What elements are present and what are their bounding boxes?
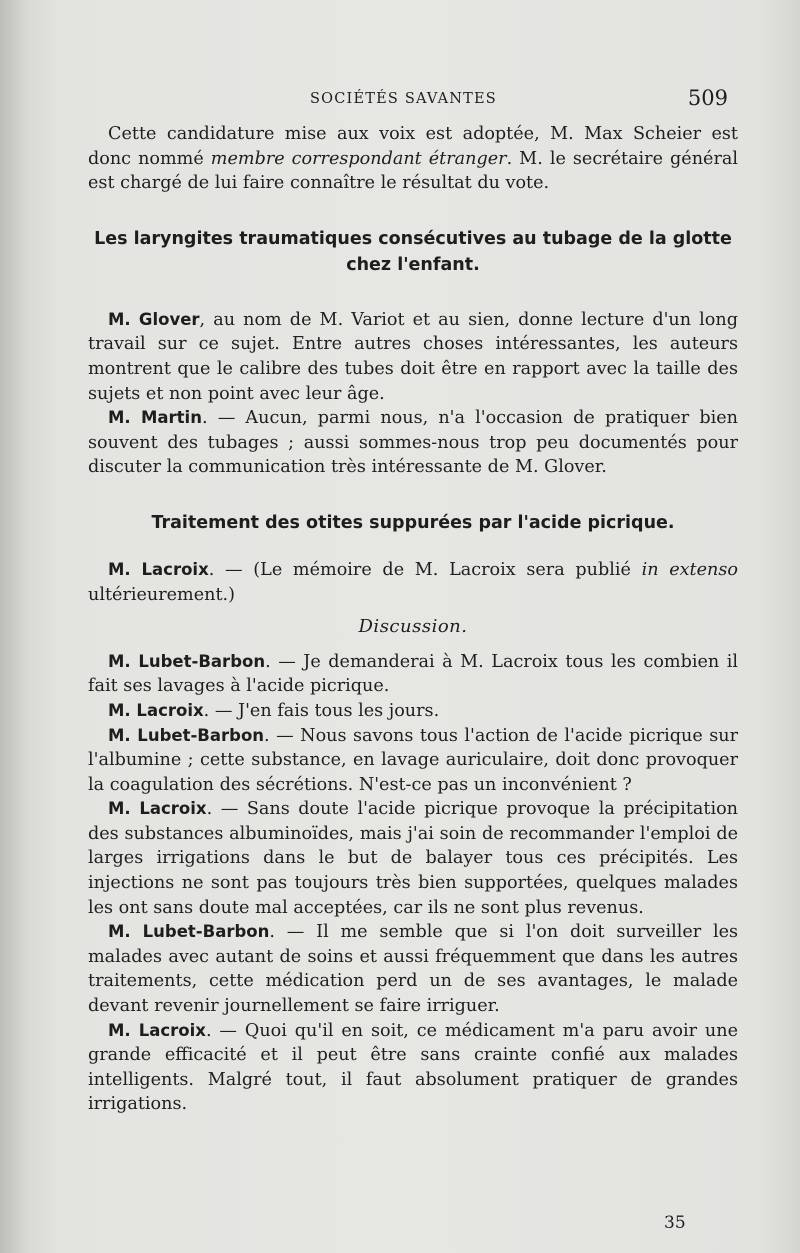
paragraph-lacroix-2 [88,797,738,920]
paragraph-text: . — Nous savons tous l'action de l'acide picrique sur l'albumine ; cette substance, en lavage auriculaire, doit donc provoquer la coagulation des sécrétions. N'est-ce pas un inconvénient ? [88,725,738,795]
paragraph-text: . — Quoi qu'il en soit, ce médicament m'a paru avoir une grande efficacité et il peut être sans crainte confié aux malades intelligents. Malgré tout, il faut absolument pratiquer de grandes irrigations. [88,1020,738,1115]
speaker-name: M. Glover [108,309,200,329]
paragraph-lacroix-3 [88,1019,738,1117]
spacer [88,278,738,308]
speaker-name: M. Lubet-Barbon [108,725,265,745]
page-number: 509 [687,86,728,110]
paragraph-lacroix-memoire [88,558,738,607]
speaker-name: M. Lacroix [108,1020,206,1040]
paragraph-lubet-3 [88,920,738,1018]
section-heading-laryngites: Les laryngites traumatiques consécutives au tubage de la glotte chez l'enfant. [94,228,732,275]
spacer [88,196,738,226]
paragraph-text: , au nom de M. Variot et au sien, donne lecture d'un long travail sur ce sujet. Entre autres choses intéressantes, les auteurs montrent que le calibre des tubes doit être en rapport avec la taille des sujets et non point avec leur âge. [88,309,738,404]
paragraph-text: Cette candidature mise aux voix est adoptée, M. Max Scheier est donc nommé [88,124,738,169]
signature-mark: 35 [664,1213,686,1233]
italic-text: in extenso [641,559,738,580]
paragraph-text: . — Aucun, parmi nous, n'a l'occasion de pratiquer bien souvent des tubages ; aussi sommes-nous trop peu documentés pour discuter la communication très intéressante de M. Glover. [88,408,738,478]
italic-text: membre correspondant étranger [210,148,507,169]
paragraph-text: . M. le secrétaire général est chargé de lui faire connaître le résultat du vote. [88,148,738,194]
paragraph-text: . — Sans doute l'acide picrique provoque la précipitation des substances albuminoïdes, mais j'ai soin de recommander l'emploi de larges irrigations dans le but de balayer tous ces précipités. Les injections ne sont pas toujours très bien supportées, quelques malades les ont sans doute mal acceptées, car ils ne sont plus revenus. [88,799,738,918]
speaker-name: M. Lubet-Barbon [108,651,266,671]
speaker-name: M. Lacroix [108,559,209,579]
paragraph-text: . — (Le mémoire de M. Lacroix sera publié [208,559,642,580]
paragraph-text: . — Je demanderai à M. Lacroix tous les combien il fait ses lavages à l'acide picrique. [88,651,738,697]
spacer [88,480,738,510]
paragraph-text: . — Il me semble que si l'on doit surveiller les malades avec autant de soins et aussi fréquemment que dans les autres traitements, cette médication perd un de ses avantages, le malade devant revenir journellement se faire irriguer. [88,922,739,1017]
paragraph-martin [88,406,738,480]
paragraph-glover [88,308,738,406]
spacer [88,536,738,558]
discussion-heading: Discussion. [358,616,468,638]
speaker-name: M. Martin [108,408,202,428]
paragraph-lacroix-1 [88,699,738,724]
paragraph-lubet-1 [88,650,738,699]
paragraph-candidature [88,122,738,196]
paragraph-text: ultérieurement.) [88,584,235,605]
speaker-name: M. Lacroix [108,700,204,720]
speaker-name: M. Lacroix [108,799,207,819]
paragraph-lubet-2 [88,724,738,798]
paragraph-text: . — J'en fais tous les jours. [203,700,440,721]
page-body [88,122,738,1117]
speaker-name: M. Lubet-Barbon [108,922,270,942]
page-header [88,86,738,116]
section-heading-otites: Traitement des otites suppurées par l'acide picrique. [151,512,675,533]
running-head: SOCIÉTÉS SAVANTES [310,91,497,107]
